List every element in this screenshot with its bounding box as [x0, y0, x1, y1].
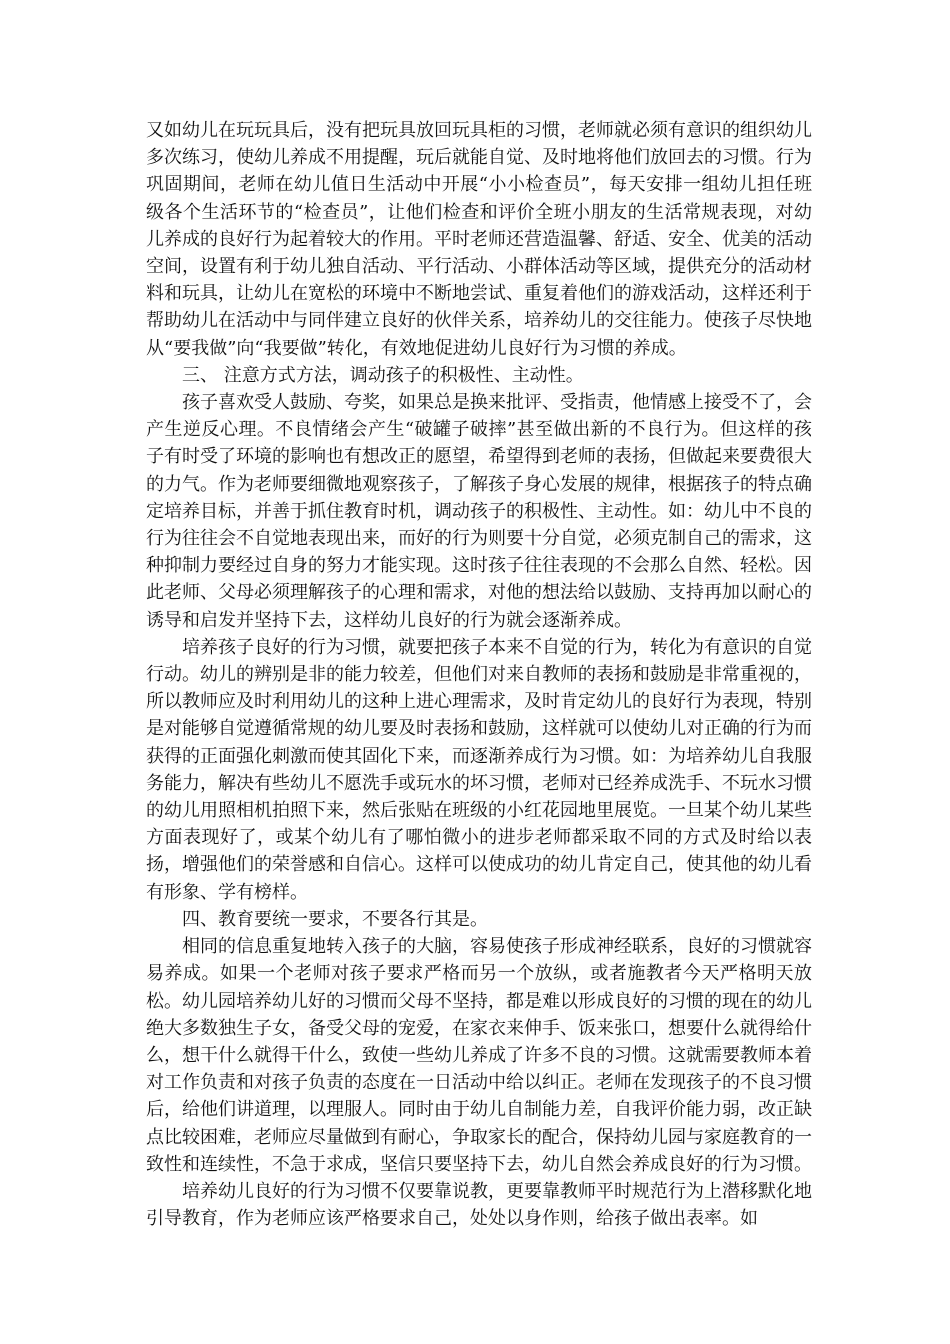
section-heading-3: 三、 注意方式方法，调动孩子的积极性、主动性。	[182, 364, 584, 386]
paragraph-encouragement: 孩子喜欢受人鼓励、夸奖，如果总是换来批评、受指责，他情感上接受不了，会产生逆反心理。不良情绪会产生“破罐子破摔”甚至做出新的不良行为。但这样的孩子有时受了环境的影响也有想改正的愿望，希望得到老师的表扬，但做起来要费很大的力气。作为老师要细微地观察孩子，了解孩子身心发展的规律，根据孩子的特点确定培养目标，并善于抓住教育时机，调动孩子的积极性、主动性。如：幼儿中不良的行为往往会不自觉地表现出来，而好的行为则要十分自觉，必须克制自己的需求，这种抑制力要经过自身的努力才能实现。这时孩子往往表现的不会那么自然、轻松。因此老师、父母必须理解孩子的心理和需求，对他的想法给以鼓励、支持再加以耐心的诱导和启发并坚持下去，这样幼儿良好的行为就会逐渐养成。	[146, 392, 812, 631]
section-heading-4: 四、教育要统一要求，不要各行其是。	[182, 908, 488, 930]
paragraph-consistency: 相同的信息重复地转入孩子的大脑，容易使孩子形成神经联系，良好的习惯就容易养成。如果一个老师对孩子要求严格而另一个放纵，或者施教者今天严格明天放松。幼儿园培养幼儿好的习惯而父母不坚持，都是难以形成良好的习惯的现在的幼儿绝大多数独生子女，备受父母的宠爱，在家衣来伸手、饭来张口，想要什么就得给什么，想干什么就得干什么，致使一些幼儿养成了许多不良的习惯。这就需要教师本着对工作负责和对孩子负责的态度在一日活动中给以纠正。老师在发现孩子的不良习惯后，给他们讲道理，以理服人。同时由于幼儿自制能力差，自我评价能力弱，改正缺点比较困难，老师应尽量做到有耐心，争取家长的配合，保持幼儿园与家庭教育的一致性和连续性，不急于求成，坚信只要坚持下去，幼儿自然会养成良好的行为习惯。	[146, 936, 812, 1175]
paragraph-praise: 培养孩子良好的行为习惯，就要把孩子本来不自觉的行为，转化为有意识的自觉行动。幼儿的辨别是非的能力较差，但他们对来自教师的表扬和鼓励是非常重视的，所以教师应及时利用幼儿的这种上进心理需求，及时肯定幼儿的良好行为表现，特别是对能够自觉遵循常规的幼儿要及时表扬和鼓励，这样就可以使幼儿对正确的行为而获得的正面强化刺激而使其固化下来，而逐渐养成行为习惯。如：为培养幼儿自我服务能力，解决有些幼儿不愿洗手或玩水的坏习惯，老师对已经养成洗手、不玩水习惯的幼儿用照相机拍照下来，然后张贴在班级的小红花园地里展览。一旦某个幼儿某些方面表现好了，或某个幼儿有了哪怕微小的进步老师都采取不同的方式及时给以表扬，增强他们的荣誉感和自信心。这样可以使成功的幼儿肯定自己，使其他的幼儿看有形象、学有榜样。	[146, 636, 812, 903]
paragraph-role-model: 培养幼儿良好的行为习惯不仅要靠说教，更要靠教师平时规范行为上潜移默化地引导教育，作为老师应该严格要求自己，处处以身作则，给孩子做出表率。如	[146, 1180, 812, 1230]
document-body	[146, 117, 812, 1232]
paragraph-continuation: 又如幼儿在玩玩具后，没有把玩具放回玩具柜的习惯，老师就必须有意识的组织幼儿多次练习，使幼儿养成不用提醒，玩后就能自觉、及时地将他们放回去的习惯。行为巩固期间，老师在幼儿值日生活动中开展“小小检查员”，每天安排一组幼儿担任班级各个生活环节的“检查员”，让他们检查和评价全班小朋友的生活常规表现，对幼儿养成的良好行为起着较大的作用。平时老师还营造温馨、舒适、安全、优美的活动空间，设置有利于幼儿独自活动、平行活动、小群体活动等区域，提供充分的活动材料和玩具，让幼儿在宽松的环境中不断地尝试、重复着他们的游戏活动，这样还利于帮助幼儿在活动中与同伴建立良好的伙伴关系，培养幼儿的交往能力。使孩子尽快地从“要我做”向“我要做”转化，有效地促进幼儿良好行为习惯的养成。	[146, 120, 812, 359]
